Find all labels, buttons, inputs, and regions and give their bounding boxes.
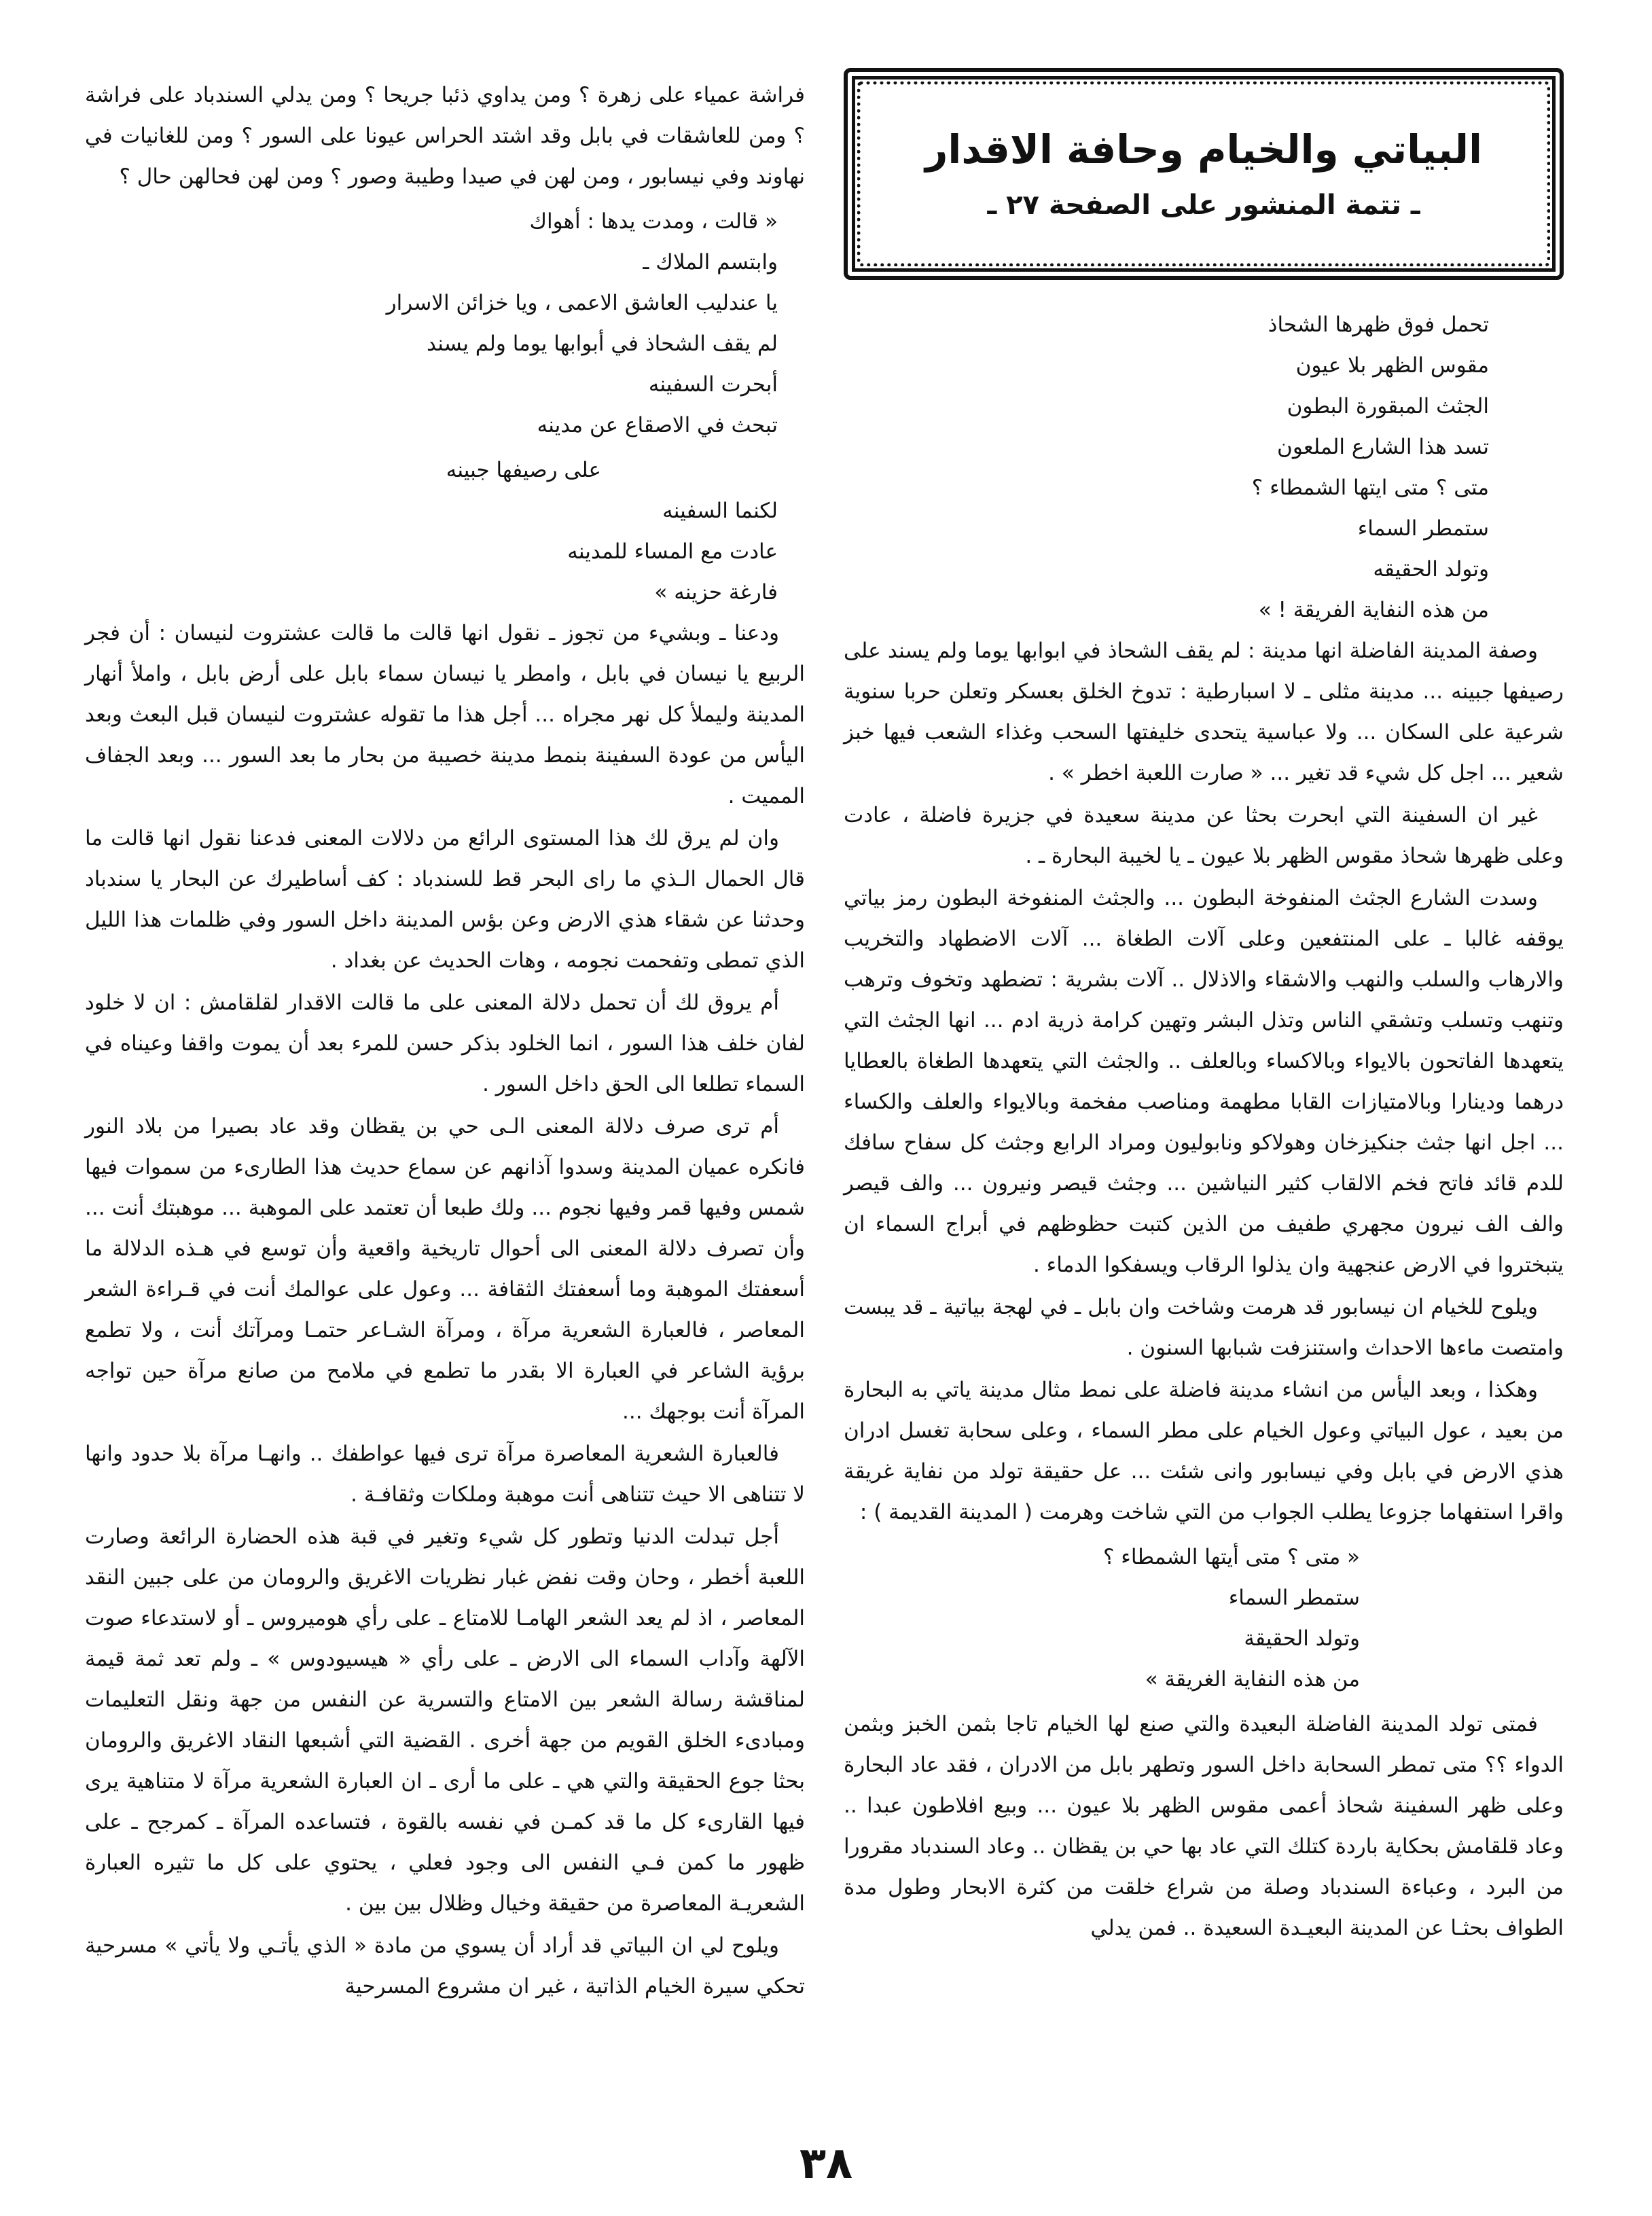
paragraph: فمتى تولد المدينة الفاضلة البعيدة والتي صنع لها الخيام تاجا بثمن الخبز وبثمن الدواء ؟؟ متى تمطر السحابة داخل السور وتطهر بابل من الادران ، فقد عاد البحارة وعلى ظهر السفينة شحاذ أعمى مقوس الظهر بلا عيون ... وبيع افلاطون عبدا .. وعاد قلقامش بحكاية باردة كتلك التي عاد بها حي بن يقظان .. وعاد السندباد مقرورا من البرد ، وعباءة السندباد وصلة من شراع خلقت من كثرة الابحار وطول مدة الطواف بحثـا عن المدينة البعيـدة السعيدة .. فمن يدلي — [844, 1712, 1564, 1940]
verse-line: وتولد الحقيقة — [1244, 1626, 1360, 1651]
verse-line: متى ؟ متى ايتها الشمطاء ؟ — [1251, 476, 1489, 500]
paragraph: وان لم يرق لك هذا المستوى الرائع من دلالات المعنى فدعنا نقول انها قالت ما قال الحمال الـذي ما راى البحر قط للسندباد : كف أساطيرك عن البحار يا سندباد وحدثنا عن شقاء هذي الارض وعن بؤس المدينة داخل السور وفي ظلمات هذا الليل الذي تمطى وتفحمت نجومه ، وهات الحديث عن بغداد . — [85, 826, 805, 973]
paragraph: فراشة عمياء على زهرة ؟ ومن يداوي ذئبا جريحا ؟ ومن يدلي السندباد على فراشة ؟ ومن للعاشقات في بابل وقد اشتد الحراس عيونا على السور ؟ ومن للغانيات في نهاوند وفي نيسابور ، ومن لهن في صيدا وطيبة وصور ؟ ومن لهن فحالهن حال ؟ — [85, 83, 805, 189]
verse-line: ستمطر السماء — [1228, 1586, 1360, 1610]
verse-line: تبحث في الاصقاع عن مدينه — [537, 413, 778, 437]
verse-line: أبحرت السفينه — [648, 372, 778, 397]
paragraph: ويلوح للخيام ان نيسابور قد هرمت وشاخت وان بابل ـ في لهجة بياتية ـ قد يبست وامتصت ماءها الاحداث واستنزفت شبابها السنون . — [844, 1295, 1564, 1360]
verse-line: مقوس الظهر بلا عيون — [1295, 353, 1489, 378]
verse-line: تحمل فوق ظهرها الشحاذ — [1268, 312, 1489, 337]
verse-line: وتولد الحقيقه — [1373, 557, 1489, 582]
poem-excerpt-3b — [85, 450, 805, 490]
paragraph: أجل تبدلت الدنيا وتطور كل شيء وتغير في قبة هذه الحضارة الرائعة وصارت اللعبة أخطر ، وحان وقت نفض غبار نظريات الاغريق والرومان من على جبين النقد المعاصر ، اذ لم يعد الشعر الهامـا للامتاع ـ على رأي هوميروس ـ أو لاستدعاء صوت الآلهة وآداب السماء الى الارض ـ على رأي « هيسيودوس » ـ ولم تعد ثمة قيمة لمناقشة رسالة الشعر بين الامتاع والتسرية عن النفس من جهة ونقل التعليمات ومبادىء الخلق القويم من جهة أخرى . القضية التي أشبعها النقاد الاغريق والرومان بحثا جوع الحقيقة والتي هي ـ على ما أرى ـ ان العبارة الشعرية مرآة لا متناهية يرى فيها القارىء كل ما قد كمـن في نفسه بالقوة ، فتساعده المرآة ـ كمرجح ـ على ظهور ما كمن فـي النفس الى وجود فعلي ، يحتوي على كل ما تثيره العبارة الشعريـة المعاصرة من حقيقة وخيال وظلال بين بين . — [85, 1524, 805, 1916]
poem-excerpt-3 — [85, 201, 805, 446]
verse-line: عادت مع المساء للمدينه — [567, 539, 778, 564]
poem-excerpt-1 — [844, 304, 1564, 630]
article-title: البياتي والخيام وحافة الاقدار — [925, 126, 1482, 173]
paragraph: ودعنا ـ وبشيء من تجوز ـ نقول انها قالت ما قالت عشتروت لنيسان : أن فجر الربيع يا نيسان في بابل ، وامطر يا نيسان سماء بابل على أرض بابل ، واملأ أنهار المدينة وليملأ كل نهر مجراه ... أجل هذا ما تقوله عشتروت لنيسان قبل البعث وبعد اليأس من عودة السفينة بنمط مدينة خصيبة من بحار ما بعد السور ... وبعد الجفاف المميت . — [85, 621, 805, 808]
paragraph: غير ان السفينة التي ابحرت بحثا عن مدينة سعيدة في جزيرة فاضلة ، عادت وعلى ظهرها شحاذ مقوس الظهر بلا عيون ـ يا لخيبة البحارة ـ . — [844, 803, 1564, 868]
paragraph: وسدت الشارع الجثث المنفوخة البطون ... والجثث المنفوخة البطون رمز بياتي يوقفه غالبا ـ على المنتفعين وعلى آلات الطغاة ... آلات الاضطهاد والتخريب والارهاب والسلب والنهب والاشقاء والاذلال .. آلات بشرية : تضطهد وتخوف وترهب وتنهب وتسلب وتشقي الناس وتذل البشر وتهين كرامة ذرية ادم ... انها الجثث التي يتعهدها الفاتحون بالايواء وبالاكساء وبالعلف .. والجثث التي يتعهدها الطغاة بالعطايا درهما ودينارا وبالامتيازات القابا مطهمة ومناصب مفخمة وبالايواء والعلف والكساء ... اجل انها جثث جنكيزخان وهولاكو ونابوليون ومراد الرابع وجثث كل سفاح سافك للدم قائد فاتح فخم الالقاب كثير النياشين ... وجثث قيصر ونيرون ... والف قيصر والف الف نيرون مجهري طفيف من الذين كتبت حظوظهم في أبراج السماء ان يتبختروا في الارض عنجهية وان يذلوا الرقاب ويسفكوا الدماء . — [844, 886, 1564, 1277]
paragraph: وهكذا ، وبعد اليأس من انشاء مدينة فاضلة على نمط مثال مدينة ياتي به البحارة من بعيد ، عول البياتي وعول الخيام على مطر السماء ، وعلى سحابة تغسل ادران هذي الارض في بابل وفي نيسابور وانى شئت ... عل حقيقة تولد من نفاية غريقة واقرا استفهاما جزوعا يطلب الجواب من التي شاخت وهرمت ( المدينة القديمة ) : — [844, 1378, 1564, 1524]
paragraph: ويلوح لي ان البياتي قد أراد أن يسوي من مادة « الذي يأتـي ولا يأتي » مسرحية تحكي سيرة الخيام الذاتية ، غير ان مشروع المسرحية — [85, 1933, 805, 1999]
paragraph: أم ترى صرف دلالة المعنى الـى حي بن يقظان وقد عاد بصيرا من بلاد النور فانكره عميان المدينة وسدوا آذانهم عن سماع حديث هذا الطارىء من سموات فيها شمس وفيها قمر وفيها نجوم ... ولك طبعا أن تعتمد على الموهبة ... موهبتك أنت ... وأن تصرف دلالة المعنى الى أحوال تاريخية واقعية وأن توسع في هـذه الدلالة ما أسعفتك الموهبة وما أسعفتك الثقافة ... وعول على عوالمك أنت في قـراءة الشعر المعاصر ، فالعبارة الشعرية مرآة ، ومرآة الشـاعر حتمـا ومرآتك أنت ، ولا تطمع برؤية الشاعر في العبارة الا بقدر ما تطمع في ملامح من صانع مرآة حين تواجه المرآة أنت بوجهك ... — [85, 1114, 805, 1424]
right-column — [844, 68, 1564, 1950]
page-number: ٣٨ — [799, 2139, 853, 2189]
left-column — [85, 75, 805, 2008]
verse-line: « متى ؟ متى أيتها الشمطاء ؟ — [1102, 1545, 1360, 1569]
verse-line: فارغة حزينه » — [654, 580, 778, 605]
article-subtitle: ـ تتمة المنشور على الصفحة ٢٧ ـ — [987, 190, 1420, 221]
verse-line: يا عندليب العاشق الاعمى ، ويا خزائن الاسرار — [386, 291, 778, 315]
paragraph: فالعبارة الشعرية المعاصرة مرآة ترى فيها عواطفك .. وانهـا مرآة بلا حدود وانها لا تتناهى الا حيث تتناهى أنت موهبة وملكات وثقافـة . — [85, 1442, 805, 1507]
verse-line: ستمطر السماء — [1357, 516, 1489, 541]
verse-line: لم يقف الشحاذ في أبوابها يوما ولم يسند — [427, 332, 778, 356]
poem-excerpt-2 — [844, 1537, 1564, 1700]
verse-line: من هذه النفاية الغريقة » — [1145, 1667, 1360, 1692]
verse-line: من هذه النفاية الفريقة ! » — [1258, 598, 1489, 622]
verse-line: لكنما السفينه — [662, 499, 778, 523]
paragraph: وصفة المدينة الفاضلة انها مدينة : لم يقف الشحاذ في ابوابها يوما ولم يسند على رصيفها جبينه ... مدينة مثلى ـ لا اسبارطية : تدوخ الخلق بعسكر وتعلن حربا سنوية شرعية على السكان ... ولا عباسية يتحدى خليفتها السحب وغذاء الشعب فيها خبز شعير ... اجل كل شيء قد تغير ... « صارت اللعبة اخطر » . — [844, 639, 1564, 785]
poem-excerpt-3c — [85, 490, 805, 613]
verse-line: « قالت ، ومدت يدها : أهواك — [529, 209, 778, 234]
verse-line: وابتسم الملاك ـ — [643, 250, 778, 274]
verse-line: الجثث المبقورة البطون — [1287, 394, 1489, 418]
verse-line: على رصيفها جبينه — [446, 458, 601, 482]
title-box — [844, 68, 1564, 280]
paragraph: أم يروق لك أن تحمل دلالة المعنى على ما قالت الاقدار لقلقامش : ان لا خلود لفان خلف هذا السور ، انما الخلود بذكر حسن للمرء بعد أن يموت واقفا وعيناه في السماء تطلعا الى الحق داخل السور . — [85, 990, 805, 1096]
verse-line: تسد هذا الشارع الملعون — [1277, 435, 1489, 459]
